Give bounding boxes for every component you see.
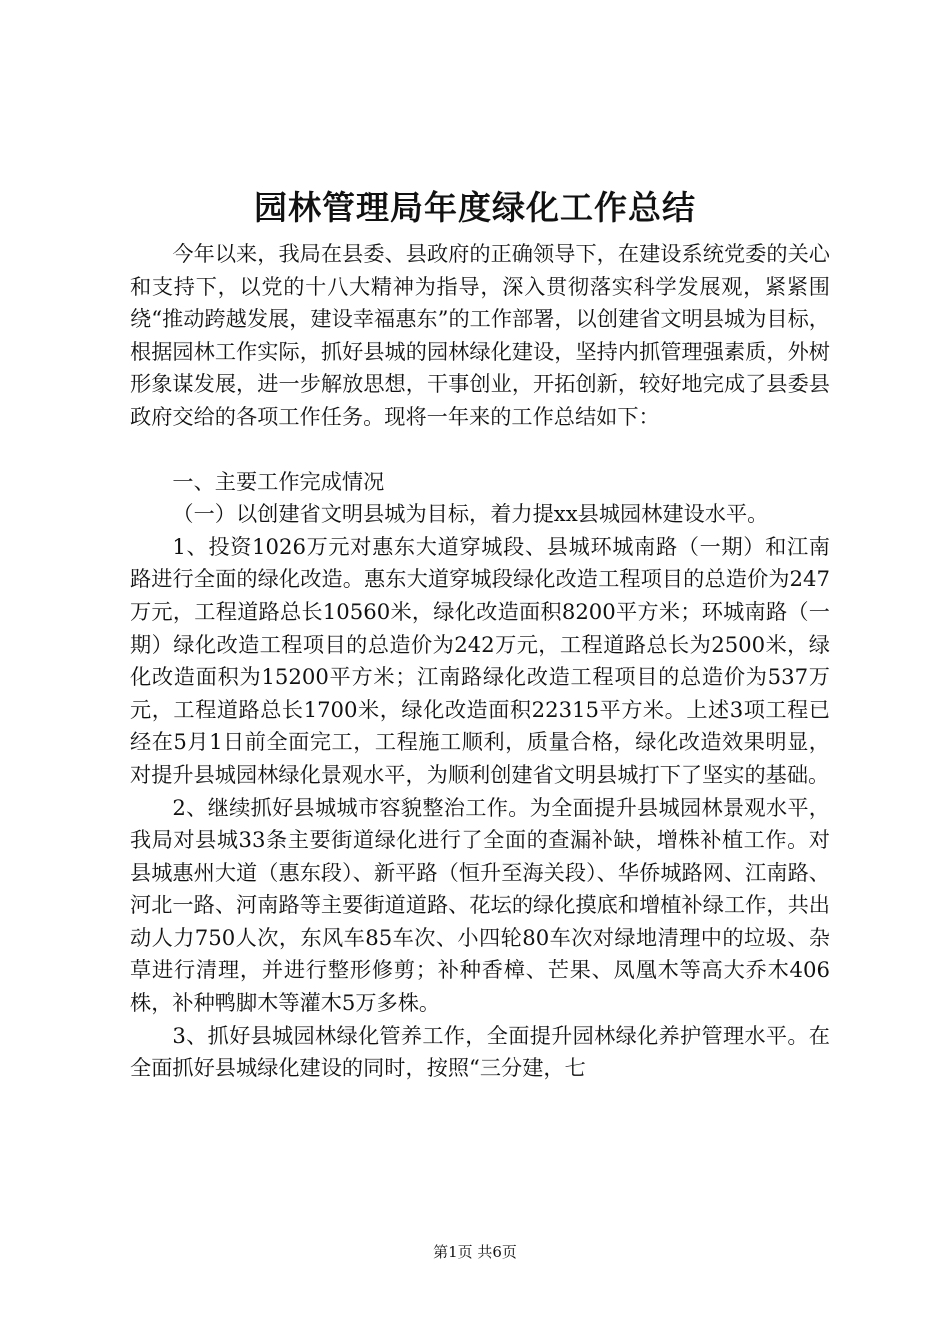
subsection-heading: （一）以创建省文明县城为目标，着力提xx县城园林建设水平。 [172,501,769,527]
document-title: 园林管理局年度绿化工作总结 [254,188,696,227]
page-number-footer: 第1页 共6页 [433,1243,517,1261]
intro-paragraph: 今年以来，我局在县委、县政府的正确领导下，在建设系统党委的关心和支持下，以党的十八大精神为指导，深入贯彻落实科学发展观，紧紧围绕“推动跨越发展，建设幸福惠东”的工作部署，以创建省文明县城为目标，根据园林工作实际，抓好县城的园林绿化建设，坚持内抓管理强素质，外树形象谋发展，进一步解放思想，干事创业，开拓创新，较好地完成了县委县政府交给的各项工作任务。现将一年来的工作总结如下： [130,241,830,429]
document-body [130,238,830,1085]
item-paragraph-2: 2、继续抓好县城城市容貌整治工作。为全面提升县城园林景观水平，我局对县城33条主要街道绿化进行了全面的查漏补缺，增株补植工作。对县城惠州大道（惠东段）、新平路（恒升至海关段）、华侨城路网、江南路、河北一路、河南路等主要街道道路、花坛的绿化摸底和增植补绿工作，共出动人力750人次，东风车85车次、小四轮80车次对绿地清理中的垃圾、杂草进行清理，并进行整形修剪；补种香樟、芒果、凤凰木等高大乔木406株，补种鸭脚木等灌木5万多株。 [130,794,830,1016]
item-paragraph-1: 1、投资1026万元对惠东大道穿城段、县城环城南路（一期）和江南路进行全面的绿化改造。惠东大道穿城段绿化改造工程项目的总造价为247万元，工程道路总长10560米，绿化改造面积8200平方米；环城南路（一期）绿化改造工程项目的总造价为242万元，工程道路总长为2500米，绿化改造面积为15200平方米；江南路绿化改造工程项目的总造价为537万元，工程道路总长1700米，绿化改造面积22315平方米。上述3项工程已经在5月1日前全面完工，工程施工顺利，质量合格，绿化改造效果明显，对提升县城园林绿化景观水平，为顺利创建省文明县城打下了坚实的基础。 [130,533,830,787]
item-paragraph-3: 3、抓好县城园林绿化管养工作，全面提升园林绿化养护管理水平。在全面抓好县城绿化建设的同时，按照“三分建，七 [130,1022,830,1081]
section-heading: 一、主要工作完成情况 [172,468,385,494]
